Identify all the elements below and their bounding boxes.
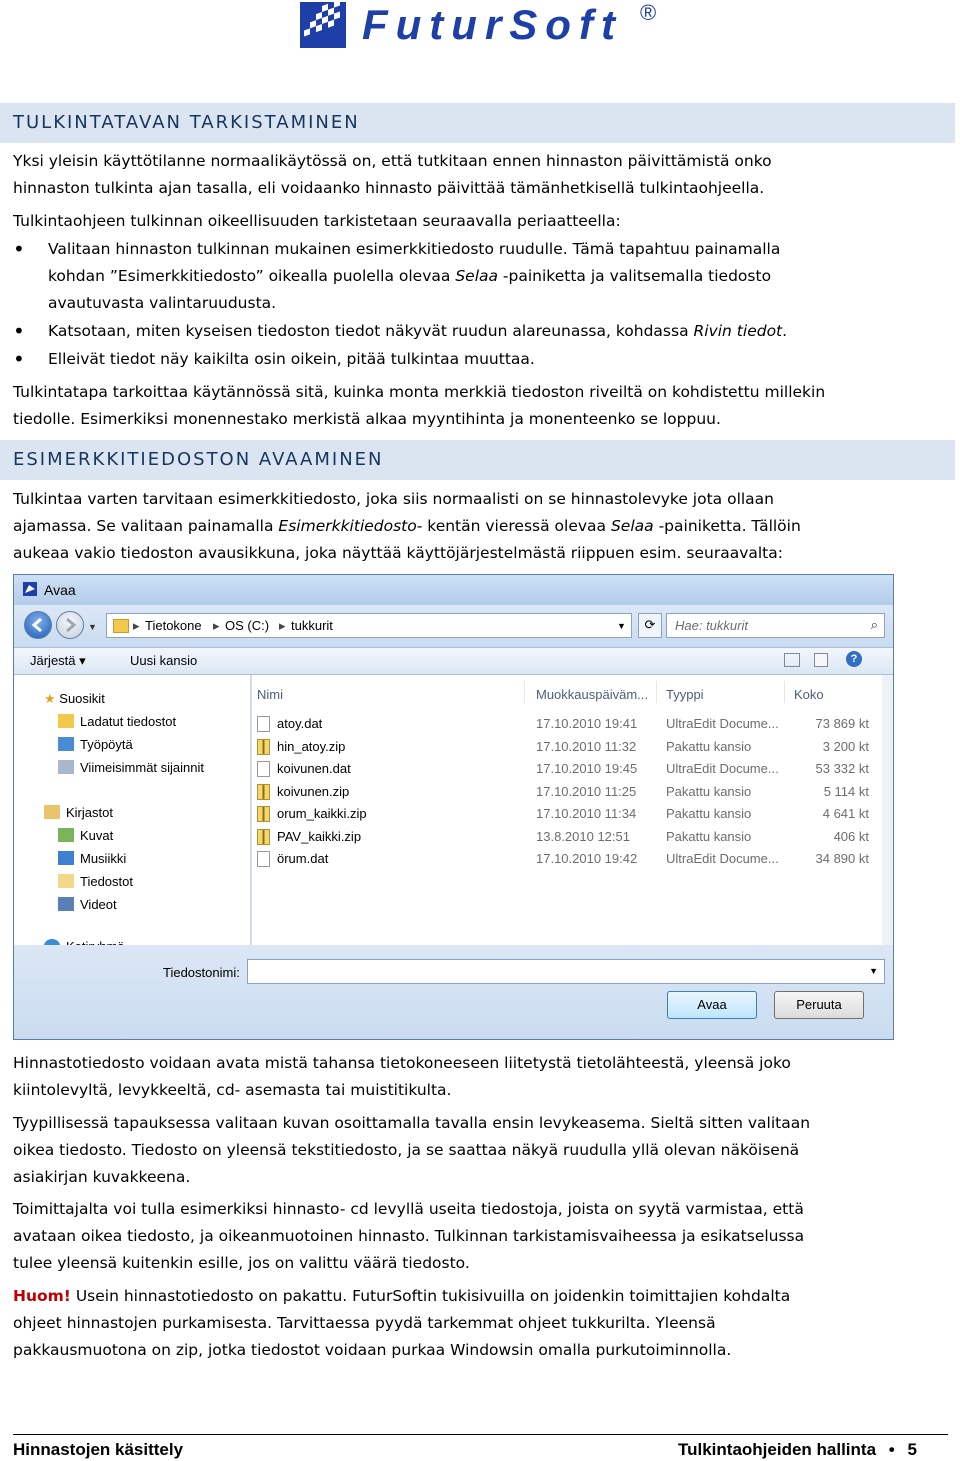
paragraph: Toimittajalta voi tulla esimerkiksi hinnasto- cd levyllä useita tiedostoja, joista on syytä varmistaa, että avataan oikea tiedosto, ja oikeanmuotoinen hinnasto. Tulkinnan tarkistamisvaiheessa ja esikatselussa tulee yleensä kuitenkin esille, jos on valittu väärä tiedosto. [13,1200,805,1272]
filename-input[interactable] [247,959,885,984]
back-button[interactable] [24,611,52,639]
column-separator [784,681,785,703]
file-type: UltraEdit Docume... [666,761,779,776]
file-type: Pakattu kansio [666,738,752,754]
paragraph: Tulkintatapa tarkoittaa käytännössä sitä, kuinka monta merkkiä tiedoston riveiltä on kohdistettu millekin tiedolle. Esimerkiksi monennestako merkistä alkaa myyntihinta ja monenteenko se loppuu. [13,383,826,428]
zip-folder-icon [257,739,270,755]
file-row[interactable] [251,713,881,735]
column-header-name[interactable]: Nimi [257,687,283,702]
chevron-right-icon: ▸ [279,618,286,633]
app-icon [22,581,38,597]
file-modified: 17.10.2010 19:41 [536,716,638,731]
documents-icon [58,874,74,888]
column-header-type[interactable]: Tyyppi [666,687,704,702]
paragraph: Tulkintaa varten tarvitaan esimerkkitiedosto, joka siis normaalisti on se hinnastolevyke jota ollaan ajamassa. Se valitaan painamalla Esimerkkitiedosto- kentän vieressä olevaa Selaa -painiketta. Tällöin aukeaa vakio tiedoston avausikkuna, joka näyttää käyttöjärjestelmästä riippuen esim. seuraavalta: [13,490,801,562]
file-type: Pakattu kansio [666,828,752,844]
column-separator [656,681,657,703]
nav-item-pictures[interactable]: Kuvat [58,828,113,843]
address-bar[interactable] [106,613,632,638]
column-separator [524,681,525,703]
search-icon: ⌕ [870,617,878,632]
bullet-item: • Elleivät tiedot näy kaikilta osin oikein, pitää tulkintaa muuttaa. [13,347,535,371]
paragraph: Yksi yleisin käyttötilanne normaalikäytössä on, että tutkitaan ennen hinnaston päivittämistä onko hinnaston tulkinta ajan tasalla, eli voidaanko hinnasto päivittää tämänhetkisellä tulkintaohjeella. [13,152,772,197]
refresh-icon[interactable]: ⟳ [638,613,662,638]
breadcrumb-item[interactable]: Tietokone [145,618,202,633]
videos-icon [58,897,74,911]
file-size: 34 890 kt [815,851,869,866]
column-header-modified[interactable]: Muokkauspäiväm... [536,687,648,702]
footer-chapter: Tulkintaohjeiden hallinta • 5 [678,1440,917,1459]
bullet-icon: • [13,347,25,371]
file-size: 4 641 kt [822,806,869,821]
bullet-icon: • [13,319,25,343]
file-name: koivunen.zip [277,783,350,799]
nav-item-desktop[interactable]: Työpöytä [58,737,133,752]
forward-button[interactable] [56,611,84,639]
file-icon [257,716,270,732]
libraries-icon [44,805,60,819]
file-modified: 17.10.2010 19:42 [536,851,638,866]
file-row[interactable] [251,826,881,848]
paragraph: Hinnastotiedosto voidaan avata mistä tahansa tietokoneeseen liitetystä tietolähteestä, yleensä joko kiintolevyltä, levykkeeltä, cd- asemasta tai muistitikulta. [13,1054,791,1099]
cancel-button[interactable]: Peruuta [774,991,864,1019]
filename-label: Tiedostonimi: [163,965,240,980]
section-title: ESIMERKKITIEDOSTON AVAAMINEN [13,449,384,470]
file-name: PAV_kaikki.zip [277,828,362,844]
recent-places-icon [58,760,74,774]
file-name: atoy.dat [277,716,323,731]
paragraph: Tulkintaohjeen tulkinnan oikeellisuuden tarkistetaan seuraavalla periaatteella: [13,212,621,230]
file-name: hin_atoy.zip [277,738,346,754]
file-modified: 17.10.2010 11:32 [536,738,637,754]
folder-icon [113,619,129,633]
bullet-icon: • [13,237,25,261]
paragraph: Huom! Usein hinnastotiedosto on pakattu. FuturSoftin tukisivuilla on joidenkin toimittajien kohdalta ohjeet hinnastojen purkamisesta. Tarvittaessa pyydä tarkemmat ohjeet tukkurilta. Yleensä pakkausmuotona on zip, jotka tiedostot voidaan purkaa Windowsin omalla purkutoiminnolla. [13,1287,791,1359]
futursoft-logo-flag-icon [300,2,346,48]
file-size: 3 200 kt [822,738,869,754]
file-modified: 17.10.2010 19:45 [536,761,638,776]
dialog-titlebar [14,575,894,605]
file-modified: 17.10.2010 11:34 [536,806,637,821]
chevron-right-icon: ▸ [133,618,140,633]
zip-folder-icon [257,784,270,800]
file-row[interactable] [251,848,881,870]
help-icon[interactable]: ? [846,651,862,667]
file-row[interactable] [251,736,881,758]
file-icon [257,761,270,777]
new-folder-button[interactable]: Uusi kansio [130,653,198,668]
breadcrumb-item[interactable]: OS (C:) [225,618,270,633]
nav-item-recent[interactable]: Viimeisimmät sijainnit [58,760,204,775]
nav-item-documents[interactable]: Tiedostot [58,874,133,889]
file-row[interactable] [251,803,881,825]
file-type: Pakattu kansio [666,783,752,799]
breadcrumb-item[interactable]: tukkurit [291,618,333,633]
paragraph: Tyypillisessä tapauksessa valitaan kuvan osoittamalla tavalla ensin levykeasema. Sieltä sitten valitaan oikea tiedosto. Tiedosto on yleensä tekstitiedosto, ja se saattaa näkyä ruudulla yllä olevan näköisenä asiakirjan kuvakkeena. [13,1114,811,1186]
file-size: 406 kt [833,828,869,844]
nav-item-music[interactable]: Musiikki [58,851,126,866]
note-label: Huom! [13,1287,71,1305]
nav-libraries[interactable]: Kirjastot [44,805,113,820]
bullet-item: • Katsotaan, miten kyseisen tiedoston tiedot näkyvät ruudun alareunassa, kohdassa Rivin tiedot. [13,319,788,343]
organize-menu[interactable]: Järjestä ▾ [30,653,86,668]
file-modified: 13.8.2010 12:51 [536,828,630,844]
bullet-icon: • [888,1440,895,1459]
file-name: koivunen.dat [277,761,351,776]
file-size: 53 332 kt [815,761,869,776]
file-size: 5 114 kt [823,783,869,799]
file-row[interactable] [251,781,881,803]
download-folder-icon [58,714,74,728]
chevron-down-icon[interactable]: ▼ [869,966,878,976]
file-type: UltraEdit Docume... [666,851,779,866]
chevron-right-icon: ▸ [213,618,220,633]
nav-favorites[interactable]: ★ Suosikit [44,691,105,706]
file-size: 73 869 kt [815,716,869,731]
section-title: TULKINTATAVAN TARKISTAMINEN [13,112,360,133]
file-modified: 17.10.2010 11:25 [536,783,637,799]
registered-mark: ® [640,0,657,25]
open-button[interactable]: Avaa [667,991,757,1019]
preview-pane-icon[interactable] [814,653,828,667]
file-name: örum.dat [277,851,329,866]
footer-doc-title: Hinnastojen käsittely [13,1440,184,1459]
view-options-icon[interactable] [784,653,800,667]
file-type: UltraEdit Docume... [666,716,779,731]
column-header-size[interactable]: Koko [794,687,824,702]
brand-name: FuturSoft [362,1,623,48]
star-icon: ★ [44,691,56,706]
file-icon [257,851,270,867]
history-dropdown-icon[interactable]: ▼ [88,622,97,632]
chevron-down-icon[interactable]: ▼ [617,621,626,631]
dialog-title: Avaa [44,582,76,598]
open-file-dialog [13,574,894,1040]
file-type: Pakattu kansio [666,806,752,821]
bullet-item: • Valitaan hinnaston tulkinnan mukainen esimerkkitiedosto ruudulle. Tämä tapahtuu painamalla kohdan ”Esimerkkitiedosto” oikealla puolella olevaa Selaa -painiketta ja valitsemalla tiedosto avautuvasta valintaruudusta. [13,237,781,312]
nav-item-videos[interactable]: Videot [58,897,117,912]
pictures-icon [58,828,74,842]
desktop-icon [58,737,74,751]
search-input[interactable]: Hae: tukkurit ⌕ [666,613,885,638]
zip-folder-icon [257,806,270,822]
footer-divider [13,1434,948,1435]
zip-folder-icon [257,829,270,845]
file-row[interactable] [251,758,881,780]
nav-item-downloads[interactable]: Ladatut tiedostot [58,714,176,729]
vertical-scrollbar[interactable] [882,675,894,945]
music-icon [58,851,74,865]
page-number: 5 [907,1440,917,1459]
file-name: orum_kaikki.zip [277,806,367,821]
